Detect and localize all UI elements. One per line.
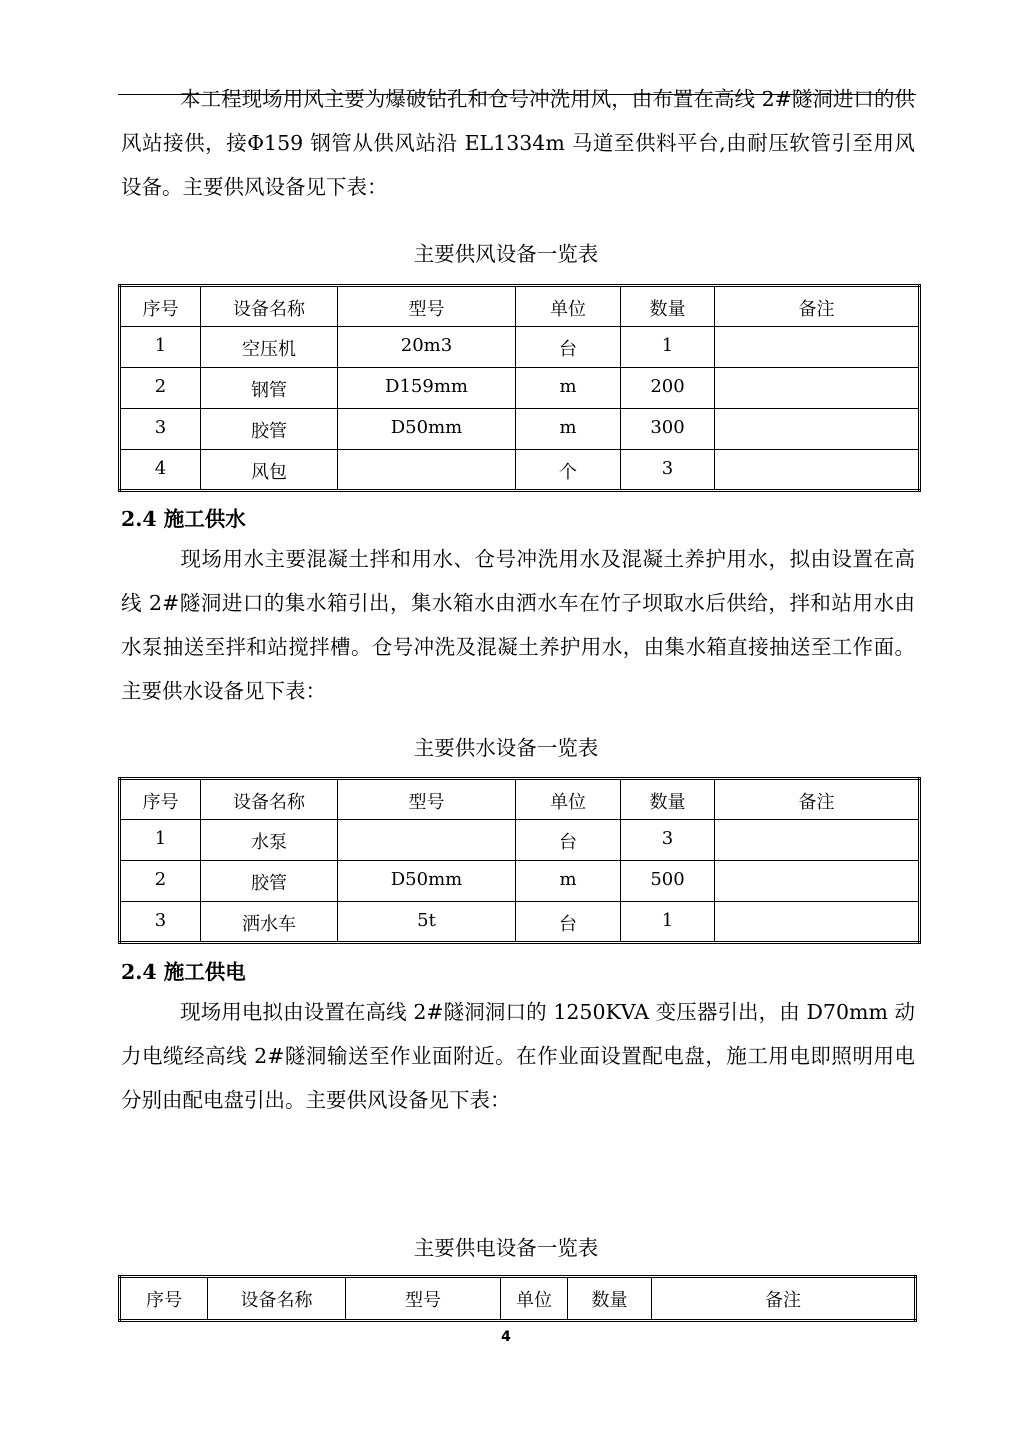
table-row (120, 368, 920, 409)
cell-unit: m (516, 368, 621, 409)
cell-name: 洒水车 (201, 902, 338, 943)
table-header-row (120, 779, 920, 820)
cell-quantity: 500 (621, 861, 715, 902)
cell-index: 1 (120, 327, 201, 368)
cell-index: 2 (120, 368, 201, 409)
header-cell-index: 序号 (120, 779, 201, 820)
cell-unit: 个 (516, 450, 621, 491)
header-cell-quantity: 数量 (568, 1277, 652, 1321)
power-equipment-table (118, 1275, 917, 1322)
cell-index: 4 (120, 450, 201, 491)
header-cell-name: 设备名称 (208, 1277, 346, 1321)
table-caption-power: 主要供电设备一览表 (413, 1236, 599, 1260)
cell-model: 5t (338, 902, 516, 943)
cell-model: D159mm (338, 368, 516, 409)
cell-quantity: 1 (621, 902, 715, 943)
cell-remarks (715, 450, 920, 491)
cell-index: 3 (120, 409, 201, 450)
cell-model: D50mm (338, 409, 516, 450)
cell-quantity: 200 (621, 368, 715, 409)
table-row (120, 450, 920, 491)
cell-unit: m (516, 409, 621, 450)
cell-index: 2 (120, 861, 201, 902)
cell-index: 1 (120, 820, 201, 861)
paragraph-air-supply: 本工程现场用风主要为爆破钻孔和仓号冲洗用风，由布置在高线 2#隧洞进口的供风站接供，接Φ159 钢管从供风站沿 EL1334m 马道至供料平台,由耐压软管引至用风设备。主要供风设备见下表： (121, 87, 915, 199)
cell-quantity: 1 (621, 327, 715, 368)
header-cell-unit: 单位 (516, 286, 621, 327)
header-cell-quantity: 数量 (621, 779, 715, 820)
cell-model (338, 450, 516, 491)
cell-remarks (715, 327, 920, 368)
cell-quantity: 3 (621, 820, 715, 861)
cell-name: 胶管 (201, 861, 338, 902)
section-heading-water: 2.4 施工供水 (121, 507, 246, 531)
header-cell-model: 型号 (346, 1277, 501, 1321)
cell-index: 3 (120, 902, 201, 943)
cell-unit: m (516, 861, 621, 902)
header-cell-remarks: 备注 (652, 1277, 916, 1321)
cell-remarks (715, 820, 920, 861)
cell-model: 20m3 (338, 327, 516, 368)
paragraph-power-supply: 现场用电拟由设置在高线 2#隧洞洞口的 1250KVA 变压器引出，由 D70mm 动力电缆经高线 2#隧洞输送至作业面附近。在作业面设置配电盘，施工用电即照明用电分别由配电盘引出。主要供风设备见下表： (121, 1000, 915, 1112)
cell-unit: 台 (516, 820, 621, 861)
cell-remarks (715, 409, 920, 450)
cell-quantity: 3 (621, 450, 715, 491)
header-cell-index: 序号 (120, 286, 201, 327)
cell-name: 水泵 (201, 820, 338, 861)
table-row (120, 861, 920, 902)
section-heading-power: 2.4 施工供电 (121, 960, 246, 984)
header-cell-name: 设备名称 (201, 779, 338, 820)
cell-model: D50mm (338, 861, 516, 902)
header-cell-quantity: 数量 (621, 286, 715, 327)
header-cell-name: 设备名称 (201, 286, 338, 327)
cell-name: 风包 (201, 450, 338, 491)
header-cell-remarks: 备注 (715, 286, 920, 327)
air-equipment-table (118, 284, 921, 492)
cell-name: 胶管 (201, 409, 338, 450)
table-row (120, 820, 920, 861)
cell-remarks (715, 902, 920, 943)
table-row (120, 902, 920, 943)
header-cell-unit: 单位 (516, 779, 621, 820)
header-cell-model: 型号 (338, 286, 516, 327)
page-number: 4 (501, 1329, 511, 1345)
cell-unit: 台 (516, 902, 621, 943)
water-equipment-table (118, 777, 921, 944)
table-caption-water: 主要供水设备一览表 (413, 736, 599, 760)
cell-remarks (715, 368, 920, 409)
header-cell-remarks: 备注 (715, 779, 920, 820)
header-cell-model: 型号 (338, 779, 516, 820)
cell-name: 钢管 (201, 368, 338, 409)
table-header-row (120, 286, 920, 327)
paragraph-water-supply: 现场用水主要混凝土拌和用水、仓号冲洗用水及混凝土养护用水，拟由设置在高线 2#隧洞进口的集水箱引出，集水箱水由洒水车在竹子坝取水后供给，拌和站用水由水泵抽送至拌和站搅拌槽。仓号冲洗及混凝土养护用水，由集水箱直接抽送至工作面。主要供水设备见下表： (121, 547, 915, 703)
header-cell-index: 序号 (120, 1277, 208, 1321)
cell-remarks (715, 861, 920, 902)
table-header-row (120, 1277, 916, 1321)
table-caption-air: 主要供风设备一览表 (413, 242, 599, 266)
cell-model (338, 820, 516, 861)
cell-quantity: 300 (621, 409, 715, 450)
table-row (120, 409, 920, 450)
cell-unit: 台 (516, 327, 621, 368)
table-row (120, 327, 920, 368)
header-cell-unit: 单位 (501, 1277, 568, 1321)
cell-name: 空压机 (201, 327, 338, 368)
